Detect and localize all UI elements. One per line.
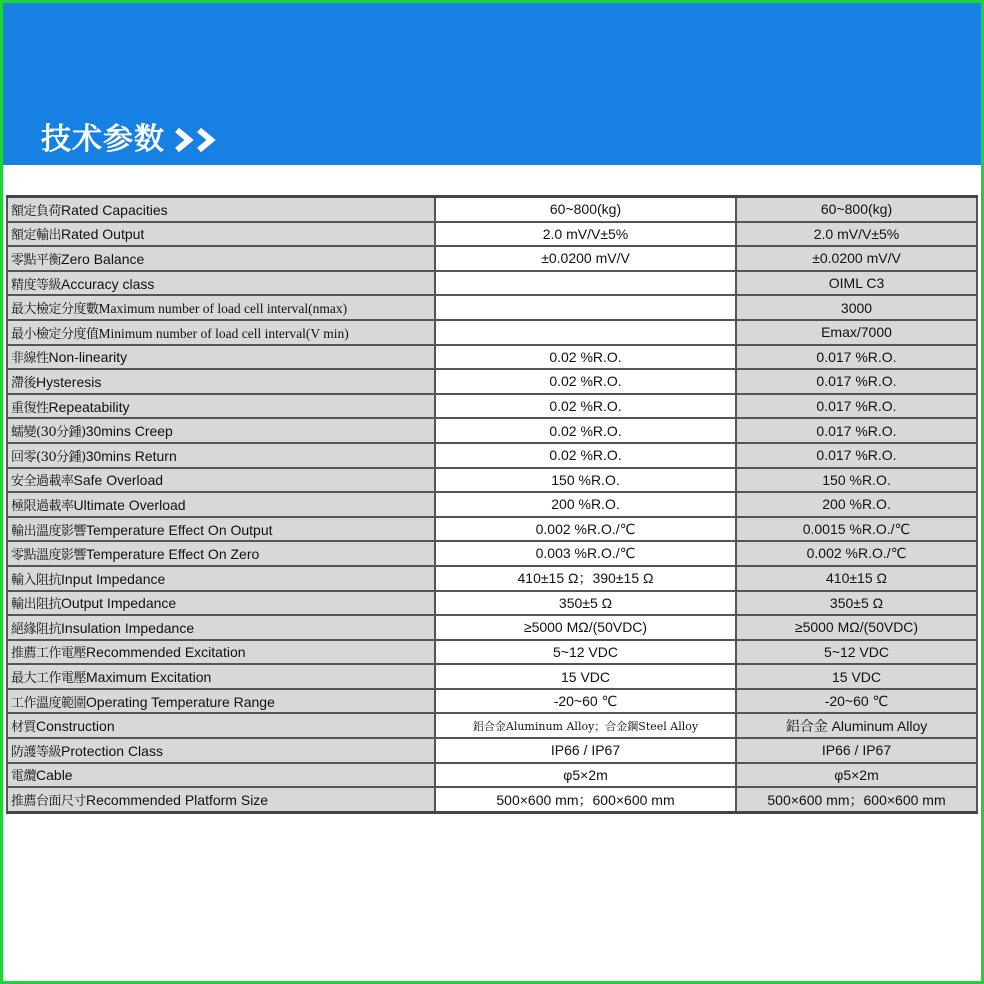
double-chevron-right-icon [173,127,223,153]
param-name-cn: 絕緣阻抗 [11,621,62,637]
value-cell-model-a [435,713,736,738]
param-name-cn: 重復性 [11,400,49,416]
value-cell-model-b [736,369,977,394]
value-text-model-b: 60~800(kg) [820,201,893,218]
table-row [7,517,977,542]
value-cell-model-b [736,222,977,247]
value-cell-model-a [435,222,736,247]
value-text-model-b: 3000 [840,299,873,316]
value-text-model-b: Emax/7000 [821,324,892,341]
param-name-en: Minimum number of load cell interval(V min) [98,325,349,341]
value-text-model-b: 5~12 VDC [824,643,889,660]
param-name-cn: 額定輸出 [11,228,62,244]
param-name-cell [7,394,435,419]
value-text-model-a: φ5×2m [563,766,608,783]
value-cell-model-a [435,418,736,443]
value-cell-model-b [736,713,977,738]
table-row [7,320,977,345]
param-name-cell [7,246,435,271]
param-name-en: Hysteresis [36,373,102,390]
value-text-model-a: 350±5 Ω [558,594,613,611]
param-name-en: Maximum number of load cell interval(nmax) [98,301,348,317]
param-name-cell [7,320,435,345]
table-row [7,271,977,296]
param-name-cell [7,468,435,493]
param-name-cell [7,640,435,665]
value-text-model-b: -20~60 ℃ [824,692,889,709]
value-cell-model-a [435,197,736,222]
param-name-en: Operating Temperature Range [86,693,275,710]
param-name-cn: 蠕變(30分鍾) [11,425,86,441]
value-cell-model-b [736,640,977,665]
param-name-cn: 非線性 [11,351,49,367]
spec-table [6,195,978,814]
table-row [7,541,977,566]
param-name-cell [7,418,435,443]
value-cell-model-a [435,443,736,468]
value-cell-model-a [435,689,736,714]
param-name-en: Recommended Platform Size [86,792,269,809]
param-name-en: Protection Class [61,742,163,759]
param-name-cn: 輸入阻抗 [11,572,62,588]
value-cell-model-a [435,295,736,320]
param-name-en: Construction [36,718,115,735]
value-cell-model-a [435,566,736,591]
value-text-model-a: 5~12 VDC [553,643,618,660]
param-name-en: 30mins Return [85,447,177,464]
table-row [7,443,977,468]
value-text-model-b: 0.017 %R.O. [816,373,897,390]
value-cell-model-a [435,394,736,419]
value-cell-model-a [435,492,736,517]
value-cell-model-b [736,271,977,296]
param-name-cn: 工作溫度範圍 [11,695,87,711]
value-cell-model-b [736,763,977,788]
param-name-cn: 安全過載率 [11,474,74,490]
value-cell-model-b [736,566,977,591]
param-name-en: Output Impedance [61,595,177,612]
param-name-cell [7,787,435,812]
header-banner [3,3,981,165]
value-text-model-b: IP66 / IP67 [821,742,892,759]
table-row [7,664,977,689]
value-text-model-a: 0.02 %R.O. [549,348,622,365]
value-cell-model-a [435,640,736,665]
value-cell-model-b [736,738,977,763]
table-row [7,763,977,788]
value-text-model-a: 60~800(kg) [549,201,622,218]
value-cell-model-b [736,197,977,222]
value-text-model-a: -20~60 ℃ [553,692,618,709]
param-name-cn: 滯後 [11,375,37,391]
param-name-cn: 零點溫度影響 [11,548,87,564]
table-row [7,492,977,517]
table-row [7,591,977,616]
param-name-en: Non-linearity [48,349,128,366]
param-name-en: Cable [36,767,73,784]
param-name-cn: 最小檢定分度值 [11,326,99,342]
value-text-model-b: 0.017 %R.O. [816,398,897,415]
value-cell-model-a [435,345,736,370]
param-name-en: Safe Overload [73,472,164,489]
table-row [7,689,977,714]
param-name-cn: 防護等級 [11,744,62,760]
table-row [7,295,977,320]
value-text-model-a: 150 %R.O. [551,471,620,488]
param-name-cn: 最大工作電壓 [11,671,87,687]
value-cell-model-b [736,591,977,616]
table-row [7,197,977,222]
param-name-cn: 零點平衡 [11,252,62,268]
value-cell-model-b [736,345,977,370]
value-cell-model-a [435,271,736,296]
param-name-cell [7,566,435,591]
table-row [7,738,977,763]
param-name-cell [7,222,435,247]
param-name-en: Rated Output [61,226,145,243]
value-cell-model-a [435,369,736,394]
param-name-cn: 電纜 [11,769,37,785]
table-row [7,369,977,394]
value-text-model-b: ±0.0200 mV/V [812,250,901,267]
param-name-en: Accuracy class [61,275,155,292]
param-name-cn: 推薦工作電壓 [11,646,87,662]
value-cell-model-b [736,394,977,419]
value-cell-model-b [736,295,977,320]
table-row [7,615,977,640]
param-name-cn: 輸出阻抗 [11,597,62,613]
value-text-model-b: 2.0 mV/V±5% [813,225,900,242]
param-name-en: 30mins Creep [85,423,173,440]
value-cell-model-a [435,787,736,812]
value-cell-model-a [435,246,736,271]
table-row [7,345,977,370]
value-text-model-b: OIML C3 [828,275,885,292]
value-text-model-a: 0.02 %R.O. [549,398,622,415]
param-name-en: Rated Capacities [61,201,168,218]
value-cell-model-b [736,418,977,443]
value-cell-model-b [736,689,977,714]
value-text-model-a: 500×600 mm；600×600 mm [496,791,675,808]
param-name-en: Zero Balance [61,250,145,267]
param-name-cn: 回零(30分鍾) [11,449,86,465]
value-cell-model-a [435,320,736,345]
value-text-model-b: 0.017 %R.O. [816,447,897,464]
value-cell-model-b [736,468,977,493]
value-text-model-b: 0.017 %R.O. [816,348,897,365]
param-name-cell [7,664,435,689]
table-row [7,640,977,665]
table-row [7,418,977,443]
param-name-en: Input Impedance [61,570,166,587]
value-text-model-b: 350±5 Ω [829,594,884,611]
param-name-cell [7,763,435,788]
param-name-cell [7,713,435,738]
param-name-cell [7,443,435,468]
value-text-model-b: 200 %R.O. [822,496,891,513]
param-name-cn: 極限過載率 [11,498,74,514]
value-cell-model-a [435,738,736,763]
value-cell-model-a [435,468,736,493]
value-text-model-a: 0.02 %R.O. [549,447,622,464]
value-cell-model-b [736,492,977,517]
value-text-model-a: 0.003 %R.O./℃ [535,545,636,562]
value-cell-model-a [435,541,736,566]
value-text-model-b: 15 VDC [831,668,882,685]
section-title-text: 技术参数 [41,122,165,157]
param-name-cell [7,197,435,222]
param-name-en: Maximum Excitation [86,669,212,686]
param-name-cn: 精度等級 [11,277,62,293]
param-name-en: Repeatability [48,398,130,415]
param-name-en: Recommended Excitation [86,644,246,661]
table-row [7,566,977,591]
value-cell-model-b [736,517,977,542]
table-row [7,394,977,419]
value-text-model-a: ≥5000 MΩ/(50VDC) [523,619,648,636]
param-name-cn: 輸出溫度影響 [11,523,87,539]
param-name-en: Temperature Effect On Output [86,521,273,538]
value-text-model-b: 0.002 %R.O./℃ [806,545,907,562]
value-text-model-b: 0.017 %R.O. [816,422,897,439]
table-row [7,787,977,812]
param-name-cell [7,689,435,714]
param-name-cell [7,517,435,542]
table-row [7,713,977,738]
section-title [41,120,223,160]
value-text-model-b: 500×600 mm；600×600 mm [767,791,946,808]
value-text-model-a: 2.0 mV/V±5% [542,225,629,242]
value-text-model-a: 15 VDC [560,668,611,685]
param-name-cell [7,492,435,517]
value-text-model-b: φ5×2m [834,766,879,783]
param-name-cn: 推薦台面尺寸 [11,794,87,810]
param-name-en: Ultimate Overload [73,496,186,513]
value-text-model-a: IP66 / IP67 [550,742,621,759]
value-cell-model-a [435,615,736,640]
param-name-cell [7,271,435,296]
value-text-model-a: 0.02 %R.O. [549,422,622,439]
value-cell-model-a [435,664,736,689]
value-cell-model-b [736,246,977,271]
value-cell-model-b [736,541,977,566]
value-cell-model-a [435,517,736,542]
param-name-cell [7,615,435,640]
value-text-model-b: ≥5000 MΩ/(50VDC) [794,619,919,636]
param-name-en: Temperature Effect On Zero [86,546,260,563]
param-name-cell [7,738,435,763]
value-cell-model-a [435,591,736,616]
table-row [7,222,977,247]
value-text-model-a: ±0.0200 mV/V [541,250,630,267]
value-cell-model-b [736,615,977,640]
param-name-cn: 最大檢定分度數 [11,302,99,318]
param-name-cell [7,295,435,320]
table-row [7,468,977,493]
value-cell-model-b [736,443,977,468]
value-cell-model-a [435,763,736,788]
value-text-model-a: 0.002 %R.O./℃ [535,520,636,537]
param-name-en: Insulation Impedance [61,619,195,636]
param-name-cell [7,345,435,370]
param-name-cn: 材質 [11,720,37,736]
value-text-model-a: 0.02 %R.O. [549,373,622,390]
value-text-model-b: 150 %R.O. [822,471,891,488]
param-name-cell [7,541,435,566]
table-row [7,246,977,271]
param-name-cn: 額定負荷 [11,203,62,219]
value-text-model-a: 鋁合金Aluminum Alloy；合金鋼Steel Alloy [472,720,699,734]
param-name-cell [7,369,435,394]
value-cell-model-b [736,320,977,345]
value-text-model-a: 410±15 Ω；390±15 Ω [517,570,654,587]
value-text-model-b: 0.0015 %R.O./℃ [802,520,911,537]
value-text-model-b: 鋁合金 Aluminum Alloy [785,717,928,734]
value-cell-model-b [736,787,977,812]
param-name-cell [7,591,435,616]
value-text-model-b: 410±15 Ω [826,570,887,587]
value-text-model-a: 200 %R.O. [551,496,620,513]
value-cell-model-b [736,664,977,689]
